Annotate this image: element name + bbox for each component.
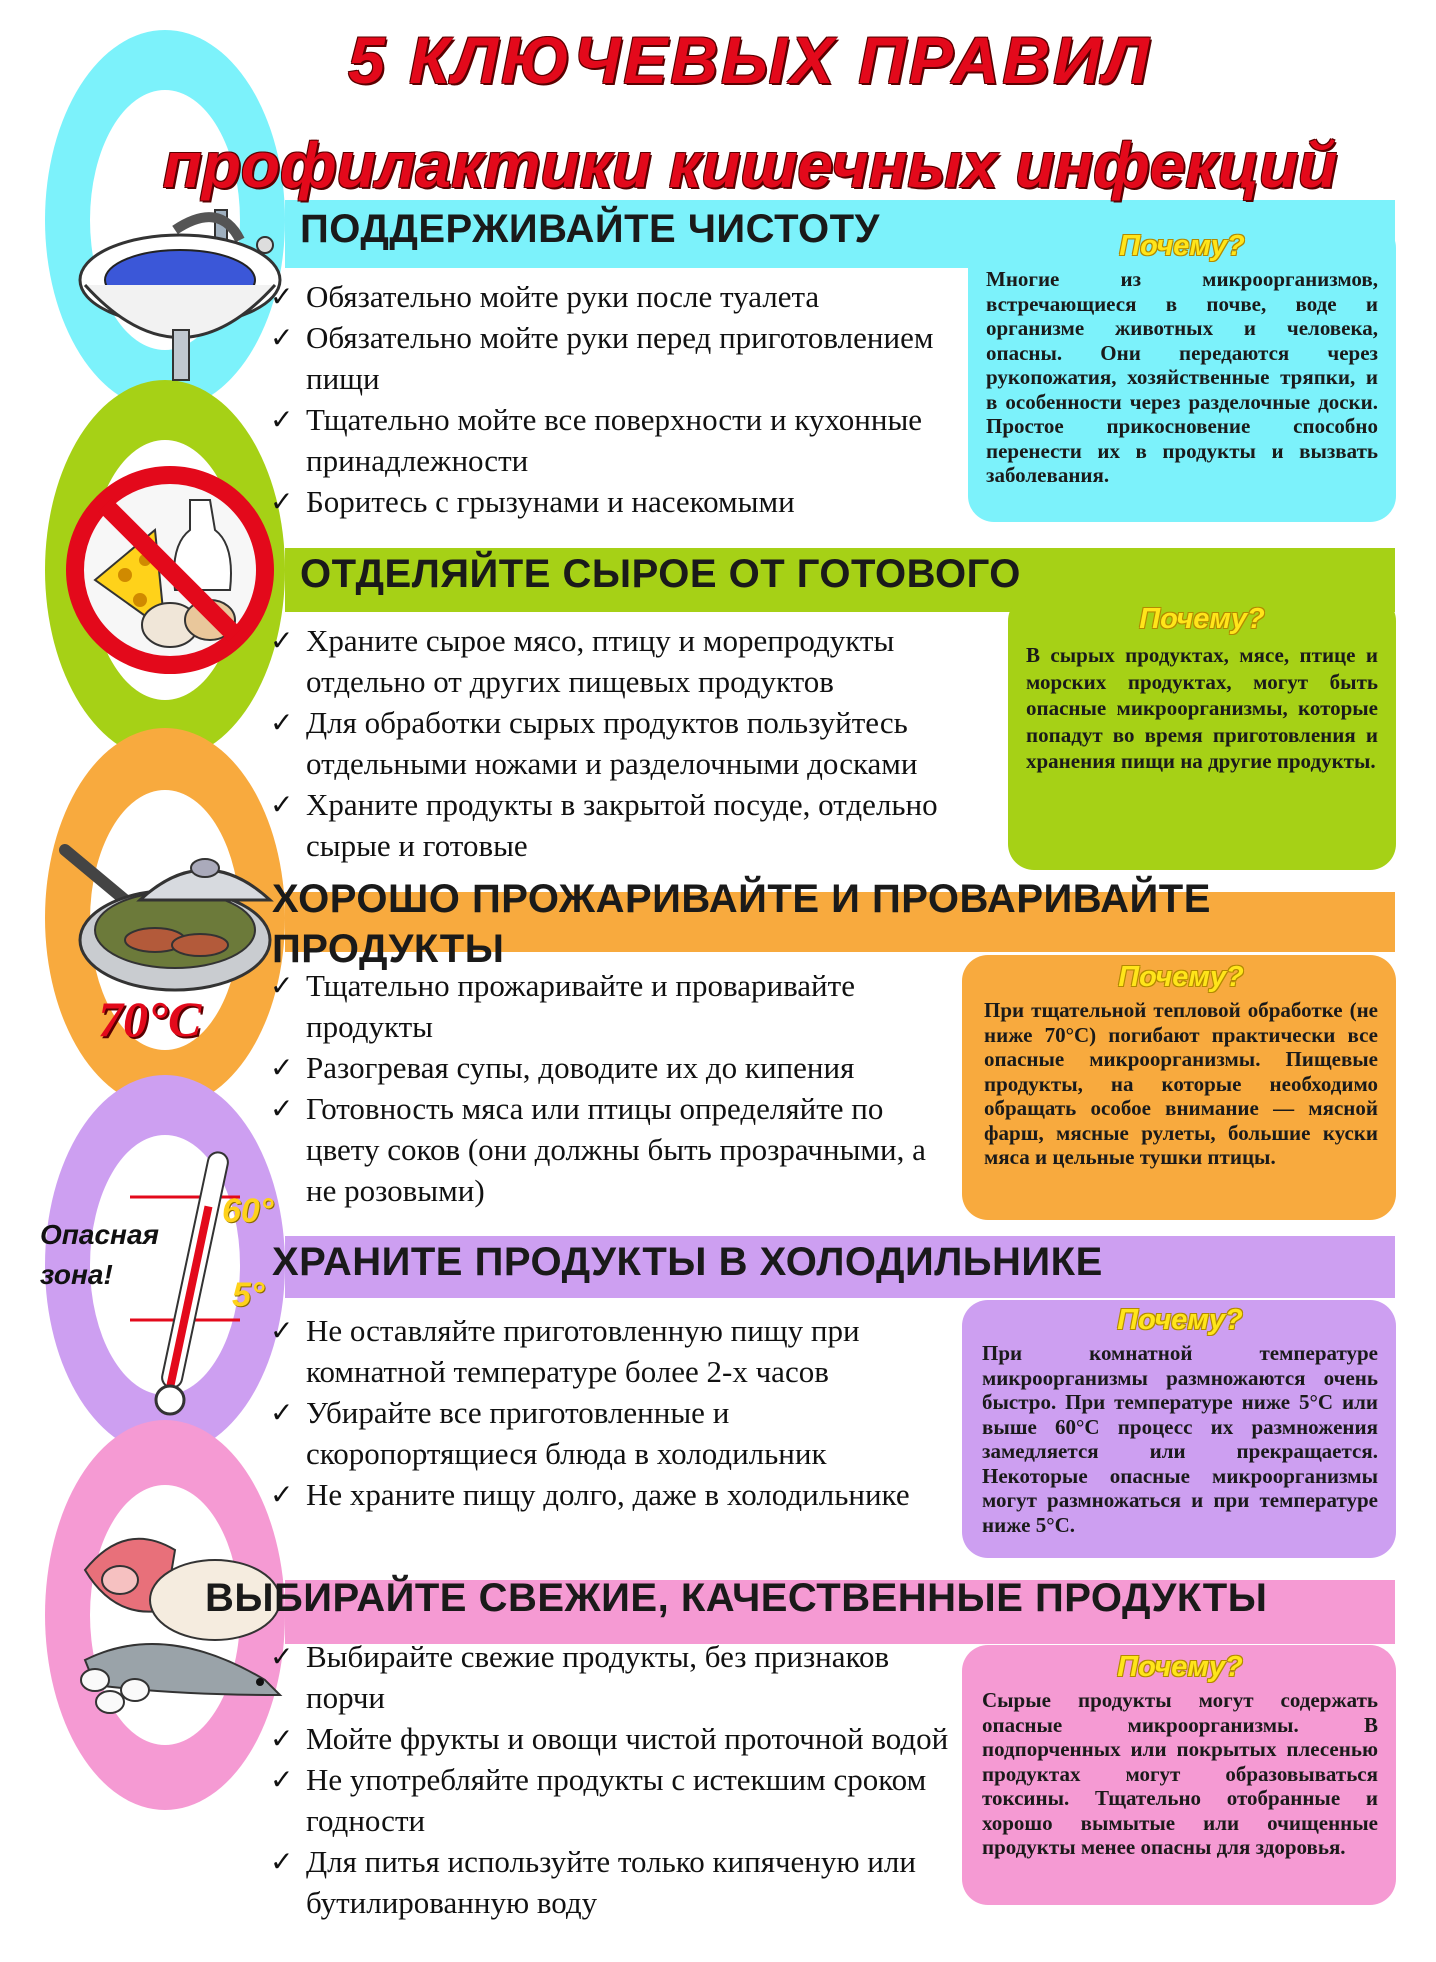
title-line-2: профилактики кишечных инфекций — [162, 129, 1338, 201]
why-title: Почему? — [1118, 961, 1244, 993]
why-box-cleanliness — [968, 222, 1396, 522]
list-item: ✓ Убирайте все приготовленные и скоропортящиеся блюда в холодильник — [270, 1392, 960, 1474]
temperature-70-badge: 70°С — [98, 991, 202, 1047]
why-text: При тщательной тепловой обработке (не ниже 70°С) погибают практически все опасные микроорганизмы. Пищевые продукты, на которые необходимо обращать особое внимание — мясной фарш, мясные рулеты, большие куски мяса и цельные тушки птицы. — [984, 998, 1378, 1169]
why-text: Многие из микроорганизмов, встречающиеся в почве, воде и организме животных и человека, опасны. Они передаются через рукопожатия, хозяйственные тряпки, и в особенности через разделочные доски. Простое прикосновение способно перенести их в продукты и вызвать заболевания. — [986, 267, 1378, 487]
list-item: ✓ Обязательно мойте руки после туалета — [270, 276, 960, 317]
bullet-list-separate — [270, 620, 1010, 866]
bullet-list-fresh — [270, 1636, 960, 1923]
list-item: ✓ Тщательно мойте все поверхности и кухонные принадлежности — [270, 399, 960, 481]
danger-zone-label: Опасная зона! — [40, 1219, 159, 1290]
list-item: ✓ Выбирайте свежие продукты, без признаков порчи — [270, 1636, 960, 1718]
list-item: ✓ Храните сырое мясо, птицу и морепродукты отдельно от других пищевых продуктов — [270, 620, 1010, 702]
why-box-refrigerate — [962, 1300, 1396, 1558]
why-title: Почему? — [1117, 1651, 1243, 1683]
why-text: В сырых продуктах, мясе, птице и морских продуктах, могут быть опасные микроорганизмы, которые попадут во время приготовления и хранения пищи на другие продукты. — [1026, 643, 1378, 773]
list-item: ✓ Готовность мяса или птицы определяйте по цвету соков (они должны быть прозрачными, а не розовыми) — [270, 1088, 960, 1211]
why-box-fresh — [962, 1645, 1396, 1905]
list-item: ✓ Для питья используйте только кипяченую или бутилированную воду — [270, 1841, 960, 1923]
title-line-1: 5 КЛЮЧЕВЫХ ПРАВИЛ — [348, 23, 1152, 97]
section-heading-separate: ОТДЕЛЯЙТЕ СЫРОЕ ОТ ГОТОВОГО — [300, 552, 1021, 596]
list-item: ✓ Не храните пищу долго, даже в холодильнике — [270, 1474, 960, 1515]
list-item: ✓ Для обработки сырых продуктов пользуйтесь отдельными ножами и разделочными досками — [270, 702, 1010, 784]
bullet-list-cook — [270, 965, 960, 1211]
why-title: Почему? — [1139, 603, 1265, 635]
section-heading-refrigerate: ХРАНИТЕ ПРОДУКТЫ В ХОЛОДИЛЬНИКЕ — [272, 1240, 1103, 1284]
frying-pan-icon — [55, 830, 285, 1000]
temp-low-mark: 5° — [232, 1276, 265, 1314]
list-item: ✓ Не оставляйте приготовленную пищу при комнатной температуре более 2-х часов — [270, 1310, 960, 1392]
sink-icon — [65, 200, 295, 400]
section-heading-fresh: ВЫБИРАЙТЕ СВЕЖИЕ, КАЧЕСТВЕННЫЕ ПРОДУКТЫ — [205, 1576, 1268, 1620]
why-box-separate — [1008, 595, 1396, 870]
list-item: ✓ Мойте фрукты и овощи чистой проточной водой — [270, 1718, 960, 1759]
list-item: ✓ Храните продукты в закрытой посуде, отдельно сырые и готовые — [270, 784, 1010, 866]
why-text: При комнатной температуре микроорганизмы размножаются очень быстро. При температуре ниже 5°С или выше 60°С процесс их размножения замедляется или прекращается. Некоторые опасные микроорганизмы могут размножаться и при температуре ниже 5°С. — [982, 1341, 1378, 1537]
why-title: Почему? — [1119, 230, 1245, 262]
list-item: ✓ Тщательно прожаривайте и проваривайте продукты — [270, 965, 960, 1047]
section-heading-cook-text: ХОРОШО ПРОЖАРИВАЙТЕ И ПРОВАРИВАЙТЕ ПРОДУКТЫ — [272, 877, 1211, 971]
bullet-list-refrigerate — [270, 1310, 960, 1515]
temp-high-mark: 60° — [222, 1192, 274, 1230]
list-item: ✓ Боритесь с грызунами и насекомыми — [270, 481, 960, 522]
no-mixing-food-icon — [60, 460, 280, 680]
why-title: Почему? — [1117, 1304, 1243, 1336]
list-item: ✓ Разогревая супы, доводите их до кипения — [270, 1047, 960, 1088]
why-text: Сырые продукты могут содержать опасные микроорганизмы. В подпорченных или покрытых плесенью продуктах могут образовываться токсины. Тщательно отобранные и хорошо вымытые или очищенные продукты менее опасны для здоровья. — [982, 1688, 1378, 1859]
list-item: ✓ Не употребляйте продукты с истекшим сроком годности — [270, 1759, 960, 1841]
section-heading-cleanliness: ПОДДЕРЖИВАЙТЕ ЧИСТОТУ — [300, 207, 880, 251]
bullet-list-cleanliness — [270, 276, 960, 522]
why-box-cook — [962, 955, 1396, 1220]
list-item: ✓ Обязательно мойте руки перед приготовлением пищи — [270, 317, 960, 399]
